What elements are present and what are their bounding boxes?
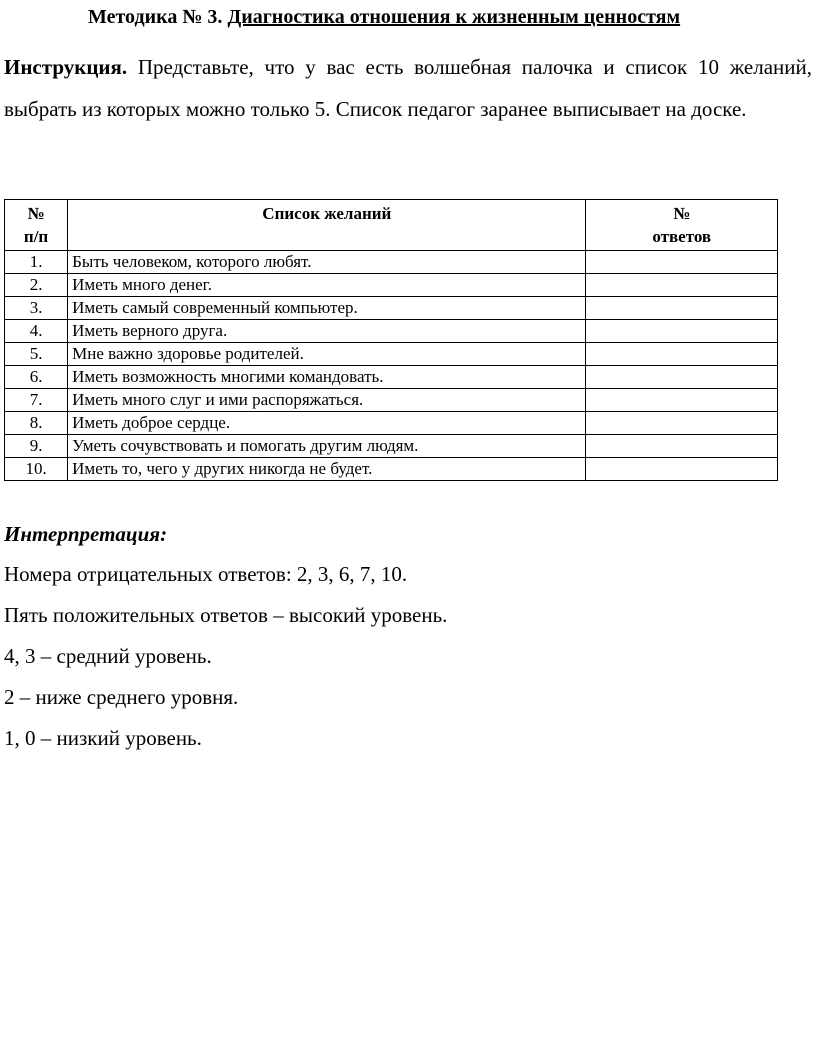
row-num: 4. bbox=[5, 320, 68, 343]
instruction-paragraph bbox=[4, 46, 812, 130]
row-answer-cell[interactable] bbox=[586, 412, 778, 435]
table-header-row bbox=[5, 200, 778, 251]
table-row bbox=[5, 343, 778, 366]
row-answer-cell[interactable] bbox=[586, 274, 778, 297]
row-answer-cell[interactable] bbox=[586, 458, 778, 481]
row-answer-cell[interactable] bbox=[586, 435, 778, 458]
interpretation-line: Номера отрицательных ответов: 2, 3, 6, 7, 10. bbox=[4, 562, 408, 586]
instruction-label: Инструкция. bbox=[4, 55, 128, 79]
row-item: Иметь доброе сердце. bbox=[68, 412, 586, 435]
row-num: 9. bbox=[5, 435, 68, 458]
table-row bbox=[5, 274, 778, 297]
row-num: 1. bbox=[5, 251, 68, 274]
row-answer-cell[interactable] bbox=[586, 343, 778, 366]
page-title bbox=[88, 4, 808, 30]
header-num: № п/п bbox=[5, 200, 68, 251]
table-row bbox=[5, 320, 778, 343]
row-item: Быть человеком, которого любят. bbox=[68, 251, 586, 274]
row-item: Иметь самый современный компьютер. bbox=[68, 297, 586, 320]
interpretation-line: 1, 0 – низкий уровень. bbox=[4, 726, 202, 750]
table-row bbox=[5, 251, 778, 274]
table-row bbox=[5, 366, 778, 389]
row-item: Мне важно здоровье родителей. bbox=[68, 343, 586, 366]
table-row bbox=[5, 297, 778, 320]
table-row bbox=[5, 389, 778, 412]
wishes-table bbox=[4, 199, 778, 481]
header-answers: № ответов bbox=[586, 200, 778, 251]
row-num: 10. bbox=[5, 458, 68, 481]
row-item: Уметь сочувствовать и помогать другим людям. bbox=[68, 435, 586, 458]
row-num: 5. bbox=[5, 343, 68, 366]
row-item: Иметь много слуг и ими распоряжаться. bbox=[68, 389, 586, 412]
row-answer-cell[interactable] bbox=[586, 366, 778, 389]
row-item: Иметь то, чего у других никогда не будет. bbox=[68, 458, 586, 481]
row-answer-cell[interactable] bbox=[586, 297, 778, 320]
table-row bbox=[5, 458, 778, 481]
row-num: 6. bbox=[5, 366, 68, 389]
row-item: Иметь верного друга. bbox=[68, 320, 586, 343]
row-item: Иметь много денег. bbox=[68, 274, 586, 297]
row-num: 3. bbox=[5, 297, 68, 320]
header-item: Список желаний bbox=[68, 200, 586, 251]
instruction-text: Представьте, что у вас есть волшебная палочка и список 10 желаний, выбрать из которых можно только 5. Список педагог заранее выписывает на доске. bbox=[4, 55, 813, 121]
interpretation-heading: Интерпретация: bbox=[4, 522, 168, 546]
table-row bbox=[5, 435, 778, 458]
interpretation-line: 4, 3 – средний уровень. bbox=[4, 644, 212, 668]
interpretation-line: 2 – ниже среднего уровня. bbox=[4, 685, 239, 709]
row-num: 2. bbox=[5, 274, 68, 297]
interpretation-line: Пять положительных ответов – высокий уровень. bbox=[4, 603, 448, 627]
row-answer-cell[interactable] bbox=[586, 389, 778, 412]
row-answer-cell[interactable] bbox=[586, 320, 778, 343]
row-num: 7. bbox=[5, 389, 68, 412]
title-underlined: Диагностика отношения к жизненным ценностям bbox=[227, 6, 681, 28]
table-row bbox=[5, 412, 778, 435]
row-num: 8. bbox=[5, 412, 68, 435]
row-item: Иметь возможность многими командовать. bbox=[68, 366, 586, 389]
title-prefix: Методика № 3. bbox=[88, 6, 223, 28]
row-answer-cell[interactable] bbox=[586, 251, 778, 274]
